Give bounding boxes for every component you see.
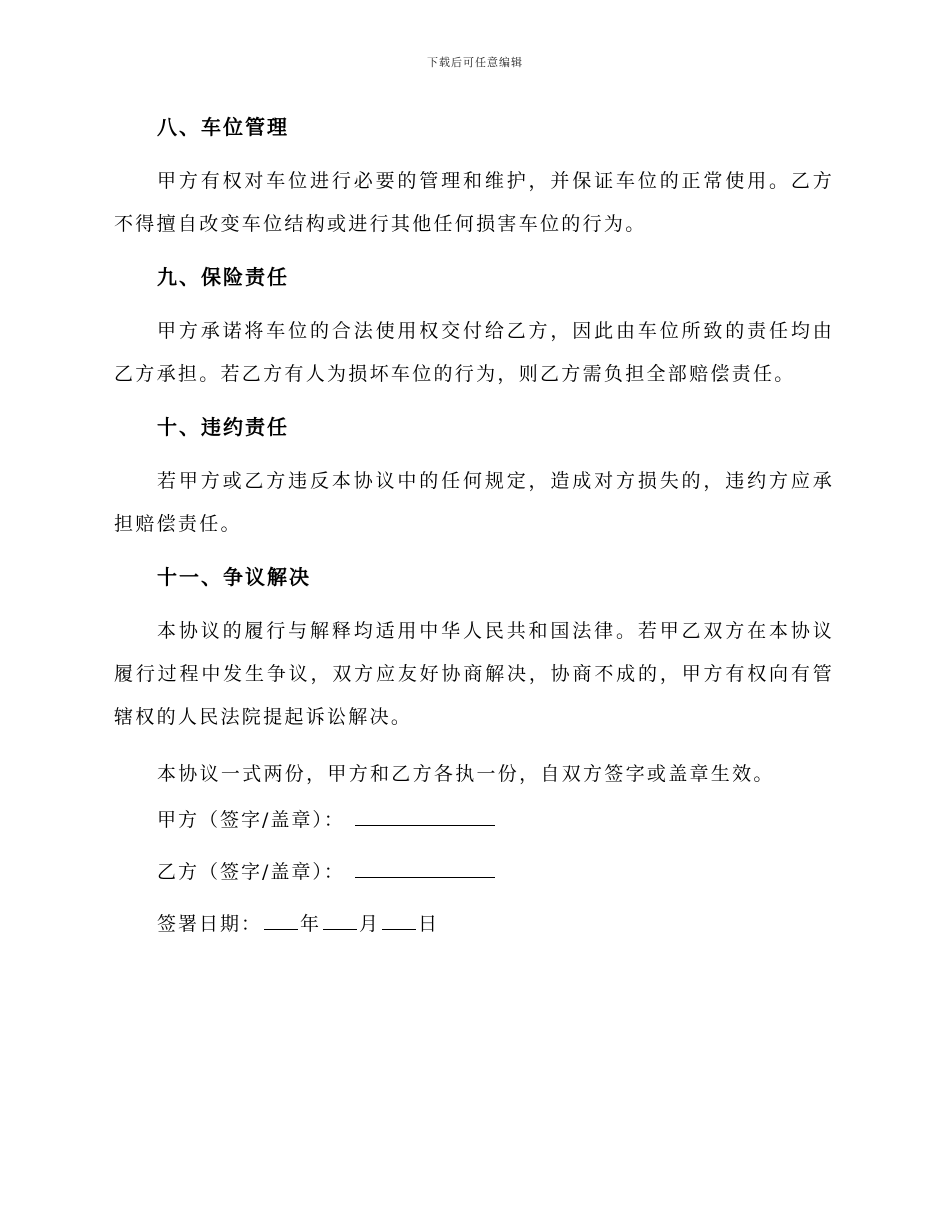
signing-date <box>157 906 834 942</box>
day-blank[interactable] <box>382 911 416 930</box>
section-paragraph: 本协议的履行与解释均适用中华人民共和国法律。若甲乙双方在本协议履行过程中发生争议，双方应友好协商解决，协商不成的，甲方有权向有管辖权的人民法院提起诉讼解决。 <box>114 620 834 728</box>
year-blank[interactable] <box>264 911 298 930</box>
date-label: 签署日期： <box>157 913 263 935</box>
party-a-signature <box>157 802 834 838</box>
section-breach <box>114 410 834 546</box>
document-body <box>114 110 834 958</box>
day-label: 日 <box>418 913 440 935</box>
party-b-signature <box>157 854 834 890</box>
section-paragraph: 甲方承诺将车位的合法使用权交付给乙方，因此由车位所致的责任均由乙方承担。若乙方有人为损坏车位的行为，则乙方需负担全部赔偿责任。 <box>114 320 834 385</box>
year-label: 年 <box>300 913 322 935</box>
section-dispute <box>114 560 834 739</box>
header-note: 下载后可任意编辑 <box>427 56 523 69</box>
section-heading: 十、违约责任 <box>157 415 289 439</box>
closing-statement: 本协议一式两份，甲方和乙方各执一份，自双方签字或盖章生效。 <box>157 763 775 785</box>
party-a-signature-blank[interactable] <box>355 807 495 826</box>
section-paragraph: 甲方有权对车位进行必要的管理和维护，并保证车位的正常使用。乙方不得擅自改变车位结构或进行其他任何损害车位的行为。 <box>114 170 834 235</box>
section-insurance <box>114 260 834 396</box>
party-b-signature-blank[interactable] <box>355 859 495 878</box>
party-b-label: 乙方（签字/盖章）： <box>157 861 345 883</box>
month-blank[interactable] <box>323 911 357 930</box>
section-heading: 八、车位管理 <box>157 115 289 139</box>
section-heading: 十一、争议解决 <box>157 565 311 589</box>
section-heading: 九、保险责任 <box>157 265 289 289</box>
month-label: 月 <box>359 913 381 935</box>
section-parking-management <box>114 110 834 246</box>
party-a-label: 甲方（签字/盖章）： <box>157 809 345 831</box>
section-paragraph: 若甲方或乙方违反本协议中的任何规定，造成对方损失的，违约方应承担赔偿责任。 <box>114 470 834 535</box>
